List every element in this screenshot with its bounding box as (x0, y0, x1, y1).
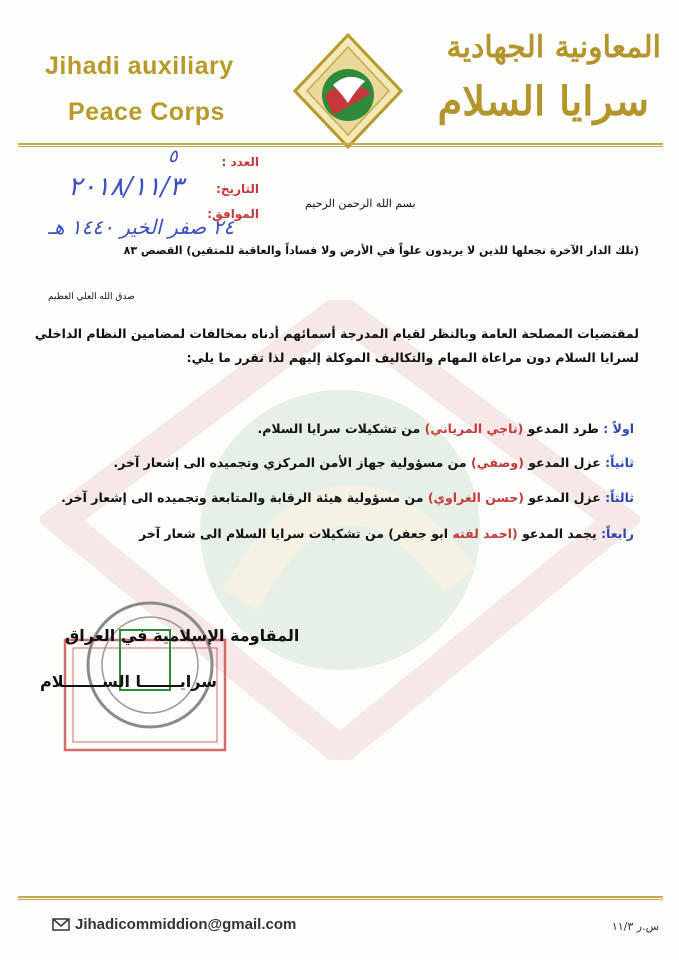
item-person-name: (وصفي) (471, 455, 524, 470)
quran-verse: (تلك الدار الآخرة نجعلها للذين لا يريدون علواً في الأرض ولا فساداً والعاقبة للمتقين) القصص ٨٣ (123, 244, 639, 257)
header-title-en-line2: Peace Corps (68, 98, 225, 126)
decision-item (258, 421, 635, 436)
item-pre: عزل المدعو (528, 455, 601, 470)
footer-divider (18, 896, 663, 898)
date-label: التاريخ: (216, 182, 259, 196)
item-post: من مسؤولية هيئة الرقابة والمتابعة وتجميده الى إشعار آخر. (61, 490, 424, 505)
item-pre: يجمد المدعو (522, 526, 597, 541)
header-title-en-line1: Jihadi auxiliary (45, 52, 234, 80)
handwritten-date: ٢٠١٨/١١/٣ (68, 172, 184, 202)
mail-icon (52, 918, 70, 931)
item-person-name: (ناجي المرياني) (424, 421, 524, 436)
item-person-name: (احمد لفته (452, 526, 518, 541)
decision-item (114, 455, 635, 470)
basmala: بسم الله الرحمن الرحيم (305, 197, 416, 210)
number-label: العدد : (221, 155, 259, 169)
signature-line1: المقاومة الإسلامية في العراق (65, 626, 300, 645)
header-title-ar-line2: سرايا السلام (437, 78, 649, 125)
handwritten-number: ٥ (168, 146, 178, 167)
header-divider-thin (18, 146, 663, 147)
item-number: رابعاً: (601, 526, 634, 541)
intro-paragraph: لمقتضيات المصلحة العامة وبالنظر لقيام المدرجة أسمائهم أدناه بمخالفات لمضامين النظام الداخلي لسرايا السلام دون مراعاة المهام والتكاليف الموكلة إليهم لذا تقرر ما يلي: (34, 326, 639, 365)
item-number: ثالثاً: (605, 490, 634, 505)
decision-item (139, 526, 634, 541)
header-divider (18, 143, 663, 145)
footer-email[interactable]: Jihadicommiddion@gmail.com (75, 916, 297, 933)
item-person-name: (حسن الغراوي) (427, 490, 524, 505)
item-post: من مسؤولية جهاز الأمن المركزي وتجميده الى إشعار آخر. (113, 455, 467, 470)
sadaqa-line: صدق الله العلي العظيم (48, 292, 135, 302)
official-stamp (40, 585, 280, 755)
handwritten-hijri-date: ٢٤ صفر الخير ١٤٤٠ هـ (48, 215, 235, 239)
item-pre: عزل المدعو (528, 490, 601, 505)
footer-divider-thin (18, 899, 663, 900)
footer-email-block (52, 916, 296, 933)
item-number: اولاً : (603, 421, 634, 436)
signature-line2: سرايـــــــا الســـــــلام (40, 672, 217, 691)
decision-item (61, 490, 634, 505)
item-number: ثانياً: (605, 455, 634, 470)
item-post: من تشكيلات سرايا السلام. (257, 421, 421, 436)
header-title-ar-line1: المعاونية الجهادية (446, 30, 661, 65)
corresponding-label: الموافق: (207, 207, 259, 221)
organization-logo (293, 33, 403, 149)
item-pre: طرد المدعو (527, 421, 599, 436)
reference-number: س.ر ١١/٣ (611, 920, 659, 933)
item-post: ابو جعفر) من تشكيلات سرايا السلام الى شعار آخر (139, 526, 449, 541)
